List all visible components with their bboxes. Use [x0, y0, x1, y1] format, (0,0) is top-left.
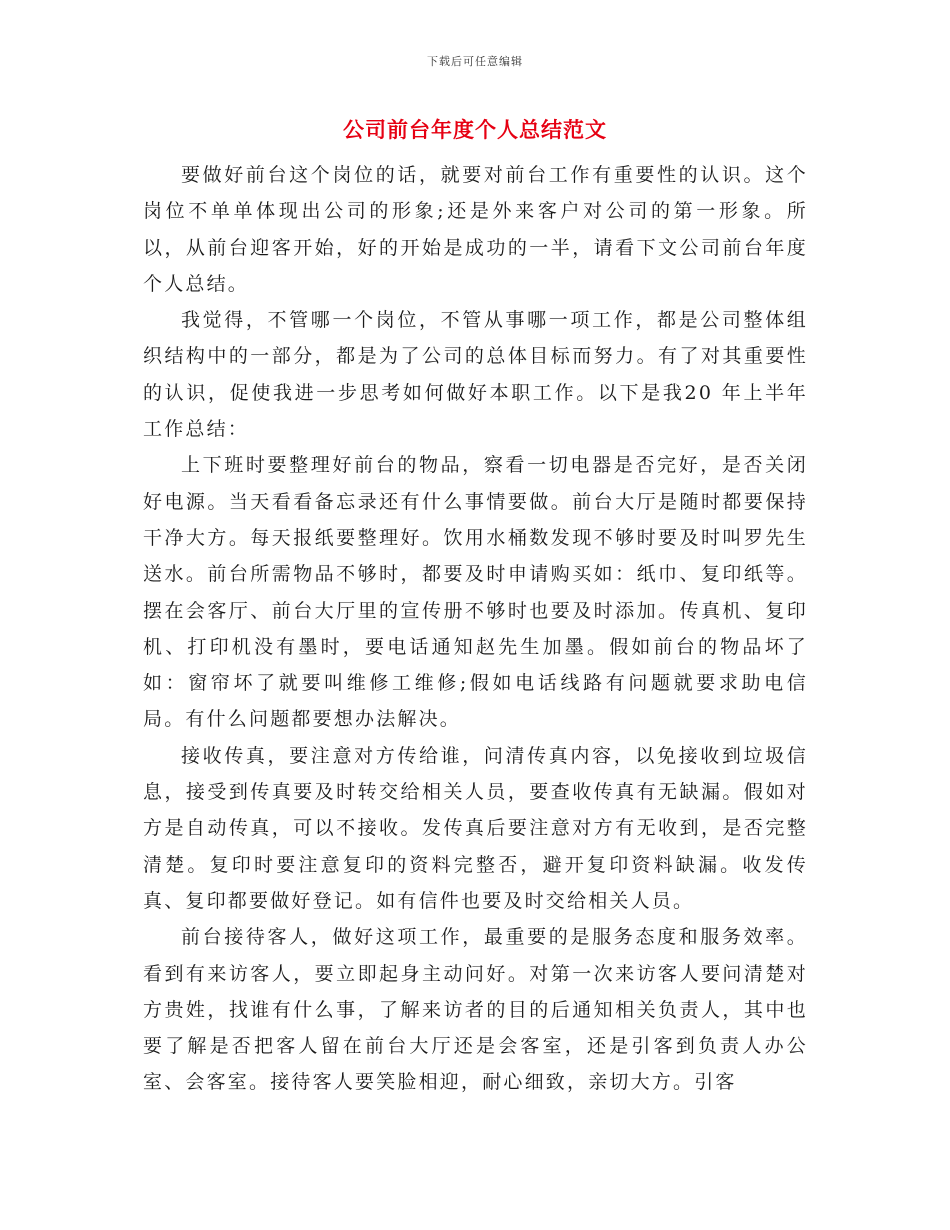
document-body	[143, 157, 808, 1101]
page-header: 下载后可任意编辑	[427, 55, 523, 68]
paragraph: 前台接待客人，做好这项工作，最重要的是服务态度和服务效率。看到有来访客人，要立即起身主动问好。对第一次来访客人要问清楚对方贵姓，找谁有什么事，了解来访者的目的后通知相关负责人，其中也要了解是否把客人留在前台大厅还是会客室，还是引客到负责人办公室、会客室。接待客人要笑脸相迎，耐心细致，亲切大方。引客	[143, 926, 808, 1094]
paragraph: 我觉得，不管哪一个岗位，不管从事哪一项工作，都是公司整体组织结构中的一部分，都是为了公司的总体目标而努力。有了对其重要性的认识，促使我进一步思考如何做好本职工作。以下是我20 年上半年工作总结：	[143, 309, 808, 441]
document-title: 公司前台年度个人总结范文	[343, 118, 607, 142]
paragraph: 上下班时要整理好前台的物品，察看一切电器是否完好，是否关闭好电源。当天看看备忘录还有什么事情要做。前台大厅是随时都要保持干净大方。每天报纸要整理好。饮用水桶数发现不够时要及时叫罗先生送水。前台所需物品不够时，都要及时申请购买如：纸巾、复印纸等。摆在会客厅、前台大厅里的宣传册不够时也要及时添加。传真机、复印机、打印机没有墨时，要电话通知赵先生加墨。假如前台的物品坏了如：窗帘坏了就要叫维修工维修;假如电话线路有问题就要求助电信局。有什么问题都要想办法解决。	[143, 454, 808, 731]
paragraph: 要做好前台这个岗位的话，就要对前台工作有重要性的认识。这个岗位不单单体现出公司的形象;还是外来客户对公司的第一形象。所以，从前台迎客开始，好的开始是成功的一半，请看下文公司前台年度个人总结。	[143, 164, 808, 295]
paragraph: 接收传真，要注意对方传给谁，问清传真内容，以免接收到垃圾信息，接受到传真要及时转交给相关人员，要查收传真有无缺漏。假如对方是自动传真，可以不接收。发传真后要注意对方有无收到，是否完整清楚。复印时要注意复印的资料完整否，避开复印资料缺漏。收发传真、复印都要做好登记。如有信件也要及时交给相关人员。	[143, 744, 808, 912]
